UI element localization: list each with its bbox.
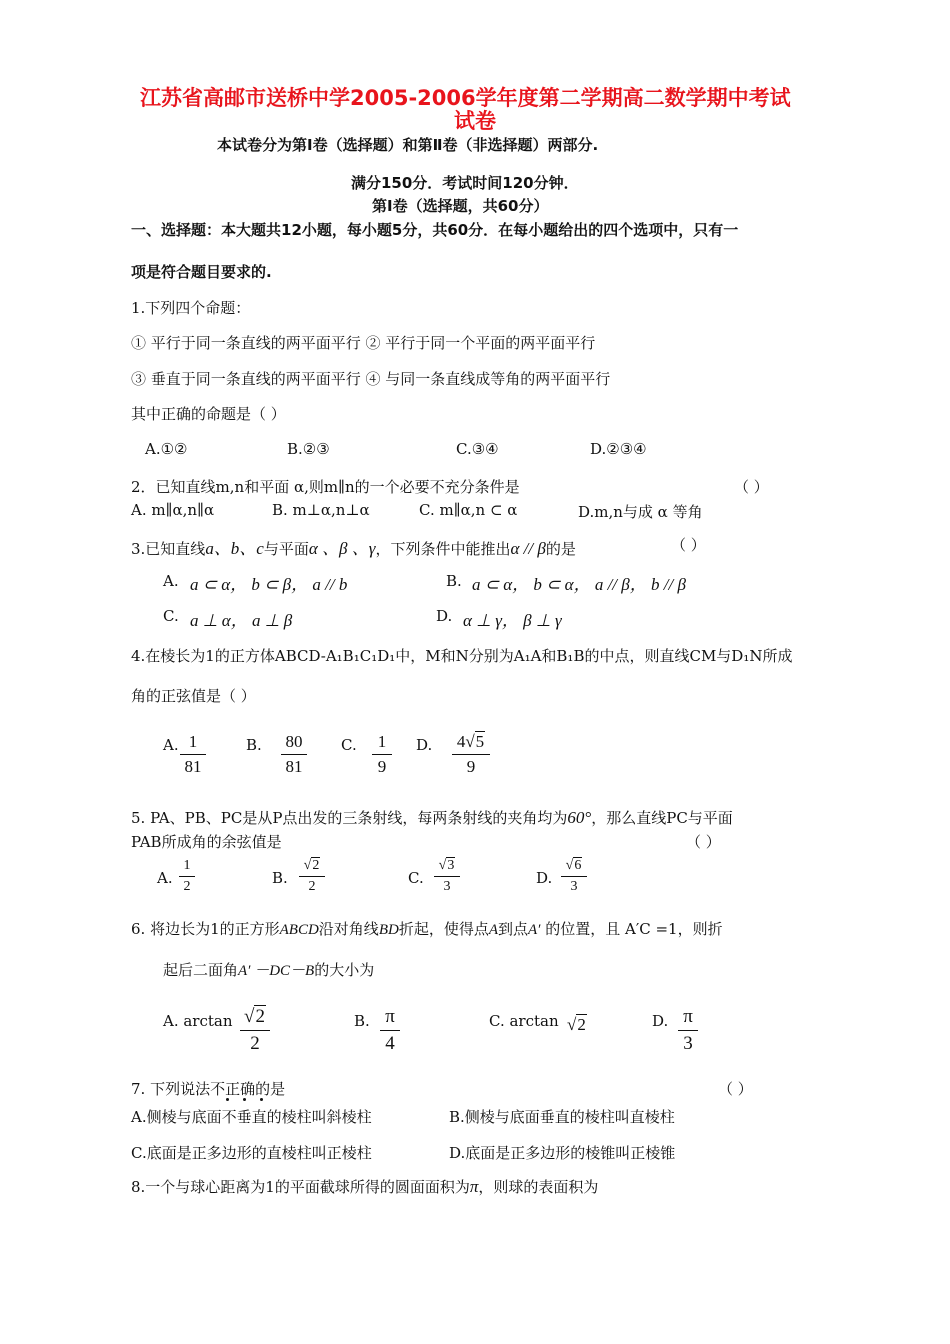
intro-line-2: 满分150分．考试时间120分钟． bbox=[351, 174, 579, 192]
part-1-heading: 第Ⅰ卷（选择题，共60分） bbox=[372, 197, 549, 215]
q5-option-d-label: D. bbox=[536, 869, 553, 887]
q7-option-c: C.底面是正多边形的直棱柱叫正棱柱 bbox=[131, 1144, 372, 1162]
q4-option-d-fraction bbox=[452, 732, 490, 777]
q5-answer-paren: （ ） bbox=[686, 833, 721, 851]
q8-stem-pre: 8.一个与球心距离为1的平面截球所得的圆面面积为 bbox=[131, 1178, 470, 1196]
q4-c-numerator: 1 bbox=[377, 732, 387, 751]
q6-point-a: A bbox=[488, 922, 498, 938]
q5-b-numerator: √2 bbox=[303, 858, 320, 873]
q3-option-d-label: D. bbox=[436, 607, 453, 625]
q1-line2: ③ 垂直于同一条直线的两平面平行 ④ 与同一条直线成等角的两平面平行 bbox=[131, 370, 611, 388]
q6-line1 bbox=[131, 918, 723, 939]
q3-answer-paren: （ ） bbox=[671, 536, 706, 554]
q3-condition: α // β bbox=[510, 539, 546, 558]
q4-option-c-label: C. bbox=[341, 736, 357, 754]
q6-line1-mid3: 到点 bbox=[498, 920, 529, 938]
q7-option-b: B.侧棱与底面垂直的棱柱叫直棱柱 bbox=[449, 1108, 675, 1126]
q2-option-d: D.m,n与成 α 等角 bbox=[578, 503, 703, 521]
q4-line2: 角的正弦值是（ ） bbox=[131, 687, 256, 705]
q3-option-c: a ⊥ α， a ⊥ β bbox=[190, 611, 293, 630]
q1-line3: 其中正确的命题是（ ） bbox=[131, 405, 286, 423]
q4-option-b-label: B. bbox=[246, 736, 262, 754]
q3-stem-end: 的是 bbox=[545, 540, 576, 558]
q6-d-numerator: π bbox=[683, 1006, 693, 1027]
q1-line1: ① 平行于同一条直线的两平面平行 ② 平行于同一个平面的两平面平行 bbox=[131, 334, 596, 352]
fraction-bar bbox=[281, 754, 307, 755]
q4-d-denominator: 9 bbox=[466, 757, 476, 776]
q5-a-denominator: 2 bbox=[183, 879, 191, 894]
q6-point-a-prime: A′ bbox=[528, 922, 541, 938]
q5-d-denominator: 3 bbox=[570, 879, 578, 894]
q4-option-c-fraction bbox=[372, 732, 392, 777]
q6-b-denominator: 4 bbox=[385, 1033, 395, 1054]
q5-a-numerator: 1 bbox=[183, 858, 191, 873]
emphasis-dot bbox=[260, 1098, 263, 1101]
q6-option-d-fraction bbox=[678, 1006, 698, 1055]
q1-option-c: C.③④ bbox=[456, 440, 499, 458]
q6-line1-end: 的位置，且 A′C =1，则折 bbox=[540, 920, 723, 938]
q6-dihedral-angle: A′ －DC－B bbox=[238, 963, 315, 979]
fraction-bar bbox=[180, 754, 206, 755]
q6-a-radicand: 2 bbox=[255, 1006, 265, 1027]
q6-option-b-fraction bbox=[380, 1006, 400, 1055]
q6-diagonal: BD bbox=[378, 922, 399, 938]
q6-line1-mid2: 折起，使得点 bbox=[398, 920, 489, 938]
fraction-bar bbox=[380, 1030, 400, 1031]
q5-option-b-label: B. bbox=[272, 869, 288, 887]
intro-line-1: 本试卷分为第Ⅰ卷（选择题）和第Ⅱ卷（非选择题）两部分. bbox=[217, 136, 599, 154]
q5-line2: PAB所成角的余弦值是 bbox=[131, 833, 282, 851]
q4-option-b-fraction bbox=[281, 732, 307, 777]
q6-square: ABCD bbox=[279, 922, 319, 938]
q6-line2-end: 的大小为 bbox=[314, 961, 375, 979]
q6-line2-pre: 起后二面角 bbox=[163, 961, 239, 979]
q4-option-d-label: D. bbox=[416, 736, 433, 754]
fraction-bar bbox=[434, 876, 460, 877]
emphasis-dot bbox=[226, 1098, 229, 1101]
fraction-bar bbox=[299, 876, 325, 877]
q4-a-numerator: 1 bbox=[188, 732, 198, 751]
q3-option-c-label: C. bbox=[163, 607, 179, 625]
q1-option-d: D.②③④ bbox=[590, 440, 647, 458]
q6-option-d-label: D. bbox=[652, 1012, 669, 1030]
q6-option-c-root: √2 bbox=[567, 1015, 586, 1034]
q5-c-denominator: 3 bbox=[443, 879, 451, 894]
q4-option-a-label: A. bbox=[163, 736, 179, 754]
q6-line1-mid: 沿对角线 bbox=[318, 920, 379, 938]
q5-option-c-fraction bbox=[434, 858, 460, 895]
q5-line1-text: 5. PA、PB、PC是从P点出发的三条射线，每两条射线的夹角均为 bbox=[131, 809, 568, 827]
q6-option-a-fraction bbox=[240, 1006, 270, 1055]
fraction-bar bbox=[452, 754, 490, 755]
q5-c-radicand: 3 bbox=[447, 858, 455, 873]
section-1-instruction: 一、选择题：本大题共12小题，每小题5分，共60分．在每小题给出的四个选项中，只有一 bbox=[131, 221, 739, 239]
section-1-instruction-cont: 项是符合题目要求的. bbox=[131, 263, 272, 281]
fraction-bar bbox=[561, 876, 587, 877]
title-line-1: 江苏省高邮市送桥中学2005-2006学年度第二学期高二数学期中考试 bbox=[140, 86, 791, 110]
q3-stem bbox=[131, 534, 576, 559]
q6-line2 bbox=[163, 959, 374, 980]
q5-b-denominator: 2 bbox=[308, 879, 316, 894]
q6-option-c-label: C. arctan bbox=[489, 1012, 559, 1030]
q5-c-numerator: √3 bbox=[438, 858, 455, 873]
q3-stem-post: ，下列条件中能推出 bbox=[375, 540, 511, 558]
q1-stem: 1.下列四个命题： bbox=[131, 299, 251, 317]
q8-stem-end: ，则球的表面积为 bbox=[478, 1178, 599, 1196]
q7-option-a: A.侧棱与底面不垂直的棱柱叫斜棱柱 bbox=[131, 1108, 372, 1126]
q6-c-radicand: 2 bbox=[577, 1015, 586, 1034]
q1-option-a: A.①② bbox=[145, 440, 188, 458]
q4-d-radicand: 5 bbox=[475, 732, 485, 751]
q2-option-c: C. m∥α,n ⊂ α bbox=[419, 501, 518, 519]
q2-answer-paren: （ ） bbox=[734, 478, 769, 496]
q4-c-denominator: 9 bbox=[377, 757, 387, 776]
q3-option-a: a ⊂ α， b ⊂ β， a // b bbox=[190, 575, 348, 594]
fraction-bar bbox=[240, 1030, 270, 1031]
q2-option-a: A. m∥α,n∥α bbox=[131, 501, 215, 519]
q4-d-numerator: 4√5 bbox=[456, 732, 485, 751]
q7-stem: 7. 下列说法不正确的是 bbox=[131, 1080, 286, 1098]
emphasis-dot bbox=[243, 1098, 246, 1101]
q4-a-denominator: 81 bbox=[184, 757, 202, 776]
fraction-bar bbox=[179, 876, 195, 877]
q3-planes: α 、β 、γ bbox=[308, 539, 376, 558]
q6-line1-pre: 6. 将边长为1的正方形 bbox=[131, 920, 280, 938]
q3-option-d: α ⊥ γ， β ⊥ γ bbox=[463, 611, 562, 630]
q5-option-d-fraction bbox=[561, 858, 587, 895]
q4-line1: 4.在棱长为1的正方体ABCD-A₁B₁C₁D₁中，M和N分别为A₁A和B₁B的中点，则直线CM与D₁N所成 bbox=[131, 647, 793, 665]
q7-option-d: D.底面是正多边形的棱锥叫正棱锥 bbox=[449, 1144, 676, 1162]
q3-option-b: a ⊂ α， b ⊂ α， a // β， b // β bbox=[472, 575, 686, 594]
q5-option-a-label: A. bbox=[157, 869, 173, 887]
q8-pi: π bbox=[469, 1177, 479, 1196]
q6-b-numerator: π bbox=[385, 1006, 395, 1027]
q2-stem: 2．已知直线m,n和平面 α,则m∥n的一个必要不充分条件是 bbox=[131, 478, 520, 496]
q4-option-a-fraction bbox=[180, 732, 206, 777]
q6-option-b-label: B. bbox=[354, 1012, 370, 1030]
q3-lines: a、b、c bbox=[205, 539, 264, 558]
q3-stem-pre: 3.已知直线 bbox=[131, 540, 206, 558]
q6-option-a-label: A. arctan bbox=[163, 1012, 233, 1030]
q6-d-denominator: 3 bbox=[683, 1033, 693, 1054]
fraction-bar bbox=[372, 754, 392, 755]
q8-stem bbox=[131, 1176, 598, 1197]
q3-option-b-label: B. bbox=[446, 572, 462, 590]
q4-d-coef: 4 bbox=[456, 732, 466, 751]
q1-option-b: B.②③ bbox=[287, 440, 330, 458]
q7-answer-paren: （ ） bbox=[718, 1080, 753, 1098]
fraction-bar bbox=[678, 1030, 698, 1031]
q3-stem-mid: 与平面 bbox=[263, 540, 309, 558]
q2-option-b: B. m⊥α,n⊥α bbox=[272, 501, 370, 519]
q5-line1 bbox=[131, 807, 733, 828]
q6-a-denominator: 2 bbox=[250, 1033, 260, 1054]
q5-option-a-fraction bbox=[179, 858, 195, 895]
q4-b-denominator: 81 bbox=[285, 757, 303, 776]
q5-option-b-fraction bbox=[299, 858, 325, 895]
q5-d-numerator: √6 bbox=[565, 858, 582, 873]
q5-d-radicand: 6 bbox=[574, 858, 582, 873]
q4-b-numerator: 80 bbox=[285, 732, 303, 751]
q5-angle: 60° bbox=[567, 808, 592, 827]
q5-b-radicand: 2 bbox=[312, 858, 320, 873]
q5-option-c-label: C. bbox=[408, 869, 424, 887]
q5-line1-end: ，那么直线PC与平面 bbox=[591, 809, 733, 827]
q3-option-a-label: A. bbox=[163, 572, 179, 590]
q6-a-numerator: √2 bbox=[244, 1006, 265, 1027]
title-line-2: 试卷 bbox=[454, 109, 496, 133]
